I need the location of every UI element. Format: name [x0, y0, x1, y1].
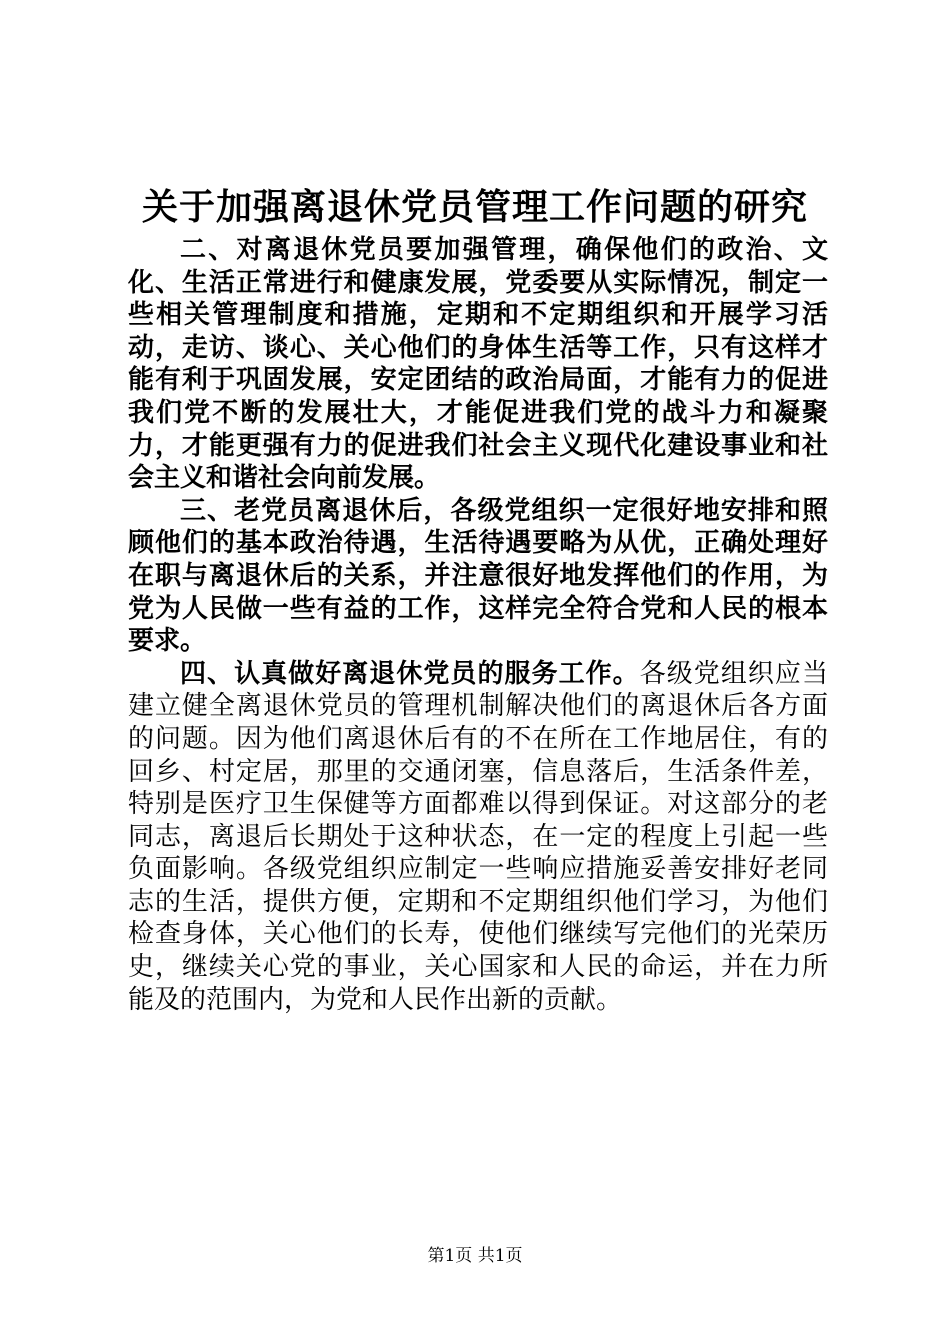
paragraph-4 [128, 658, 828, 1017]
document-body [128, 234, 828, 1016]
paragraph-4-text: 各级党组织应当建立健全离退休党员的管理机制解决他们的离退休后各方面的问题。因为他们离退休后有的不在所在工作地居住，有的回乡、村定居，那里的交通闭塞，信息落后，生活条件差，特别是医疗卫生保健等方面都难以得到保证。对这部分的老同志，离退后长期处于这种状态，在一定的程度上引起一些负面影响。各级党组织应制定一些响应措施妥善安排好老同志的生活，提供方便，定期和不定期组织他们学习，为他们检查身体，关心他们的长寿，使他们继续写完他们的光荣历史，继续关心党的事业，关心国家和人民的命运，并在力所能及的范围内，为党和人民作出新的贡献。 [128, 658, 828, 1015]
paragraph-3: 三、老党员离退休后，各级党组织一定很好地安排和照顾他们的基本政治待遇，生活待遇要略为从优，正确处理好在职与离退休后的关系，并注意很好地发挥他们的作用，为党为人民做一些有益的工作，这样完全符合党和人民的根本要求。 [128, 495, 828, 657]
paragraph-4-lead: 四、认真做好离退休党员的服务工作。 [180, 658, 640, 689]
paragraph-2: 二、对离退休党员要加强管理，确保他们的政治、文化、生活正常进行和健康发展，党委要从实际情况，制定一些相关管理制度和措施，定期和不定期组织和开展学习活动，走访、谈心、关心他们的身体生活等工作，只有这样才能有利于巩固发展，安定团结的政治局面，才能有力的促进我们党不断的发展壮大，才能促进我们党的战斗力和凝聚力，才能更强有力的促进我们社会主义现代化建设事业和社会主义和谐社会向前发展。 [128, 235, 828, 494]
page-footer: 第1页 共1页 [427, 1246, 523, 1266]
document-title: 关于加强离退休党员管理工作问题的研究 [141, 187, 808, 228]
